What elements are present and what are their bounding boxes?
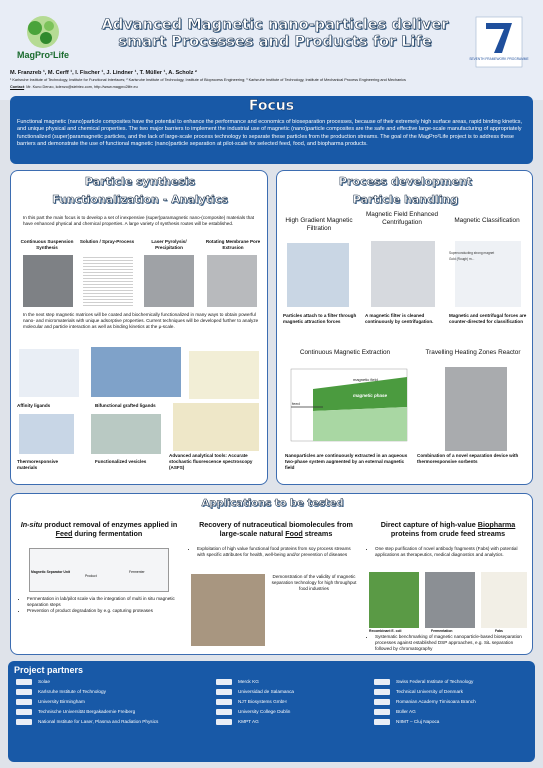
affinity-ligand-figure <box>19 349 79 397</box>
reactor-photo <box>445 367 507 451</box>
biopharma-bullet-2 <box>369 634 529 652</box>
list-item: • Systematic benchmarking of magnetic nanoparticle-based bioseparation processes against established DSP approaches, e.g. SiL separation followed by chromatography <box>375 634 529 652</box>
route-label: Continuous Suspension Synthesis <box>20 239 74 250</box>
partner-row <box>216 697 366 707</box>
partner-logo <box>16 699 32 705</box>
image-caption: Fabs <box>495 629 503 633</box>
partner-logo <box>16 719 32 725</box>
label-bifunctional: Bifunctional grafted ligands <box>95 403 156 408</box>
diagram-label: Magnetic Separator Unit <box>31 570 70 574</box>
fab-image <box>481 572 527 628</box>
partner-row <box>374 677 532 687</box>
partner-name: NIIMT – Cluj Napoca <box>396 718 440 724</box>
grafted-ligand-figure <box>91 347 181 397</box>
partner-name: KMPT AG <box>238 718 259 724</box>
membrane-image <box>207 255 257 307</box>
mfec-text: A magnetic filter is cleaned continuously by centrifugation. <box>365 313 434 324</box>
synthesis-intro: In this part the main focus is to develop a set of inexpensive (super)paramagnetic nano-(composite) materials that have enhanced physical and chemical properties. A large variety of synthesis routes will be established. <box>23 215 255 226</box>
partner-name: Technische Universität Bergakademie Freiberg <box>38 708 136 714</box>
svg-text:SEVENTH FRAMEWORK PROGRAMME: SEVENTH FRAMEWORK PROGRAMME <box>469 57 529 61</box>
vesicles-figure <box>91 414 161 454</box>
partner-name: Universidad de Salamanca <box>238 688 295 694</box>
partner-row <box>16 697 196 707</box>
applications-heading: Applications to be tested <box>201 498 344 509</box>
partners-panel <box>8 661 535 762</box>
list-item: • One step purification of novel antibody fragments (Fabs) with potential applications as therapeutics, medical diagnostics and analytics. <box>375 546 529 558</box>
partner-logo <box>216 709 232 715</box>
ext-field-label: magnetic field <box>353 377 378 382</box>
hgmf-title: High Gradient Magnetic Filtration <box>285 217 353 233</box>
hgmf-text: Particles attach to a filter through magnetic attraction forces <box>283 313 357 324</box>
label-thermo: Thermoresponsive materials <box>17 459 59 470</box>
process-title: Process development <box>338 175 473 188</box>
extraction-diagram <box>283 367 411 447</box>
partner-logo <box>16 709 32 715</box>
contact-text: : Mr. Kuno Denzo, kdenzo@siebtec.com, http://www.magpro2life.eu <box>24 85 138 89</box>
route-label: Rotating Membrane Pore Extrusion <box>205 239 261 250</box>
reactor-text: Combination of a novel separation device with thermoresponsive sorbents <box>417 453 519 464</box>
magpro-logo <box>8 14 78 64</box>
partner-row <box>374 687 532 697</box>
plant-photo <box>191 574 265 646</box>
partner-name: Merck KG <box>238 678 259 684</box>
partners-col-2 <box>216 677 366 727</box>
mfec-title: Magnetic Field Enhanced Centrifugation <box>365 211 439 227</box>
contact-line <box>10 85 535 90</box>
svg-text:MagPro²Life: MagPro²Life <box>16 50 70 60</box>
partner-logo <box>216 679 232 685</box>
partner-name: Technical University of Denmark <box>396 688 463 694</box>
title-line-1: Advanced Magnetic nano-particles deliver <box>101 16 449 33</box>
hgmf-figure <box>287 243 349 307</box>
focus-panel <box>10 96 533 164</box>
vesicle-diagram <box>189 351 259 399</box>
biopharma-title: Direct capture of high-value Biopharma proteins from crude feed streams <box>380 520 516 539</box>
applications-panel <box>10 493 533 655</box>
poster-title <box>90 16 460 50</box>
synthesis-title: Particle synthesis <box>84 175 196 188</box>
tem-image <box>23 255 73 307</box>
feed-title: In-situ product removal of enzymes applied in Feed during fermentation <box>20 520 178 539</box>
authors-line: M. Franzreb ¹, M. Cerff ¹, I. Fischer ¹, J. Lindner ¹, T. Müller ¹, A. Scholz ² <box>10 70 197 76</box>
functionalization-text: In the next step magnetic matrices will be coated and biochemically functionalized in many ways to obtain powerful nano- and micromaterials with unique adsorptive properties. Current techniques will be developed further to analyze molecular and particle interaction as well as binding kinetics at the µ-scale. <box>23 312 259 329</box>
partner-logo <box>216 699 232 705</box>
partner-logo <box>216 689 232 695</box>
image-caption: Fermentation <box>431 629 453 633</box>
title-line-2: smart Processes and Products for Life <box>118 33 432 50</box>
partner-row <box>216 717 366 727</box>
food-demo-text: Demonstration of the validity of magnetic separation technology for high throughput food industries <box>271 574 357 591</box>
classifier-label-b: Gold (Rough) m... <box>449 257 475 261</box>
partner-row <box>16 677 196 687</box>
affiliations-line: ¹ Karlsruhe Institute of Technology, Institute for Functional Interfaces; ² Karlsruhe Institute of Technology, Institute of Bioprocess Engineering; ³ Karlsruhe Institute of Technology, Institute of Mechanical Process Engineering and Mechanics <box>10 78 406 82</box>
partner-logo <box>374 679 390 685</box>
list-item: • Exploitation of high value functional food proteins from soy process streams with specific attributes for health, well-being and/or prevention of diseases <box>197 546 359 558</box>
partner-row <box>16 707 196 717</box>
partner-logo <box>374 709 390 715</box>
partner-name: Karlsruhe Institute of Technology <box>38 688 106 694</box>
focus-heading: Focus <box>248 98 295 114</box>
label-affinity: Affinity ligands <box>17 403 51 408</box>
partner-logo <box>374 689 390 695</box>
classification-text: Magnetic and centrifugal forces are counter-directed for classification <box>449 313 527 324</box>
partner-name: Swiss Federal Institute of Technology <box>396 678 474 684</box>
fp7-logo <box>469 17 529 67</box>
label-analytics: Advanced analytical tools: Accurate stochastic fluorescence spectroscopy (ASFS) <box>169 453 253 470</box>
thermoresponsive-figure <box>19 414 74 454</box>
spectra-image <box>83 255 133 307</box>
image-caption: Recombinant E. coli <box>369 629 402 633</box>
synthesis-panel <box>10 170 268 485</box>
label-vesicles: Functionalized vesicles <box>95 459 147 464</box>
classification-title: Magnetic Classification <box>454 217 520 224</box>
reactor-title: Travelling Heating Zones Reactor <box>425 349 521 356</box>
partner-name: NJT Biosystems GmbH <box>238 698 287 704</box>
route-label: Solution / Spray-Process <box>79 239 135 244</box>
partner-name: National Institute for Laser, Plasma and Radiation Physics <box>38 718 159 724</box>
partner-row <box>374 697 532 707</box>
extraction-text: Nanoparticles are continuously extracted in an aqueous two-phase system augmented by an external magnetic field <box>285 453 408 470</box>
ext-feed-label: feed <box>292 401 300 406</box>
partner-logo <box>374 699 390 705</box>
partners-col-1 <box>16 677 196 727</box>
asfs-setup-figure <box>173 403 259 451</box>
feed-bullets <box>27 596 177 614</box>
contact-label: Contact <box>10 85 25 89</box>
sem-image <box>144 255 194 307</box>
partner-row <box>216 677 366 687</box>
classifier-label-a: Superconducting strong magnet <box>449 251 495 255</box>
route-label: Laser Pyrolysis/ Precipitation <box>151 239 187 250</box>
partners-heading: Project partners <box>14 665 84 675</box>
partner-name: University Birmingham <box>38 698 85 704</box>
focus-text: Functional magnetic (nano)particle composites have the potential to enhance the performance and economics of bioseparation processes, because of their extremely high surface areas, rapid binding kinetics, and unique physical and chemical properties. The two major barriers to implement the industrial use of magnetic (nano)particle composites are the safe and effective large-scale manufacturing of appropriately functionalized (super)paramagnetic particles, and the lack of large-scale process technology to separate these particles from the production streams. The goal of the MagPro²Life project is to address these barriers and demonstrate the use of functional magnetic (nano)particle separation at pilot-scale for selected feed, food, and biopharma products. <box>17 119 523 148</box>
list-item: • Prevention of product degradation by e.g. capturing proteases <box>27 608 177 614</box>
partner-logo <box>16 689 32 695</box>
partner-row <box>16 687 196 697</box>
process-panel <box>276 170 533 485</box>
functionalization-title: Functionalization - Analytics <box>52 193 228 206</box>
diagram-label: Product <box>85 574 97 578</box>
partner-row <box>216 707 366 717</box>
centrifuge-figure <box>371 241 435 307</box>
fermentation-image <box>425 572 475 628</box>
partner-name: Solae <box>38 678 50 684</box>
food-title: Recovery of nutraceutical biomolecules from large-scale natural Food streams <box>199 520 353 539</box>
partner-row <box>374 707 532 717</box>
partner-logo <box>216 719 232 725</box>
partner-name: Romanian Academy Timisoara Branch <box>396 698 476 704</box>
ecoli-image <box>369 572 419 628</box>
diagram-label: Fermenter <box>129 570 145 574</box>
ext-phase-label: magnetic phase <box>353 393 388 398</box>
partner-logo <box>16 679 32 685</box>
biopharma-bullet-1 <box>369 546 529 558</box>
list-item: • Fermentation in lab/pilot scale via the integration of multi in situ magnetic separation steps <box>27 596 177 608</box>
partner-name: Büller AG <box>396 708 416 714</box>
partner-row <box>16 717 196 727</box>
partner-row <box>216 687 366 697</box>
partner-row <box>374 717 532 727</box>
partner-name: University College Dublin <box>238 708 291 714</box>
partners-col-3 <box>374 677 532 727</box>
extraction-title: Continuous Magnetic Extraction <box>299 349 391 356</box>
partner-logo <box>374 719 390 725</box>
handling-title: Particle handling <box>352 193 459 206</box>
food-bullets <box>191 546 359 558</box>
